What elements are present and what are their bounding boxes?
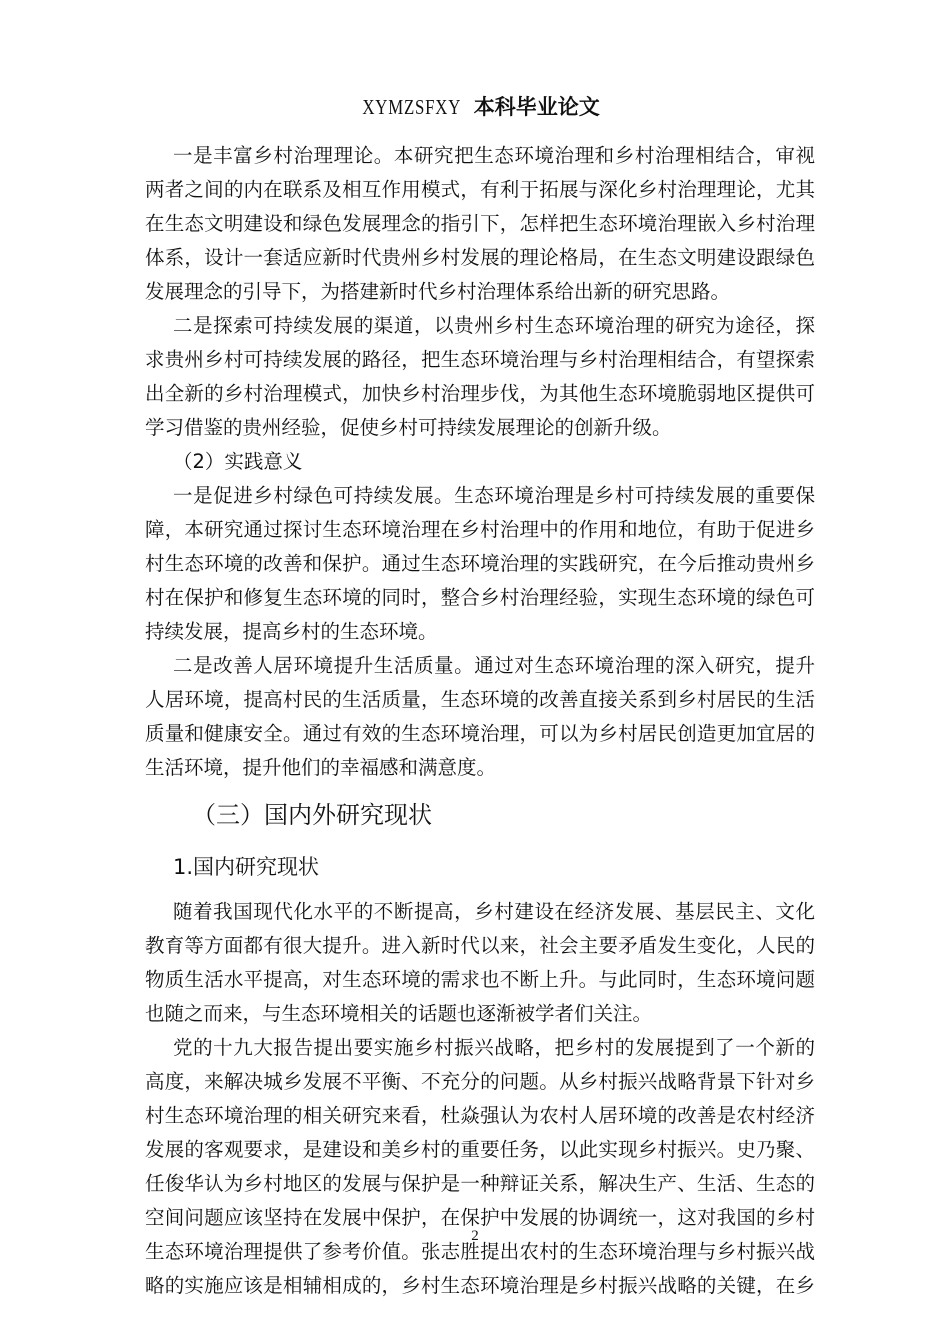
page-header <box>0 92 950 122</box>
text-line: 二是探索可持续发展的渠道，以贵州乡村生态环境治理的研究为途径，探 <box>173 314 815 337</box>
text-line: 发展理念的引导下，为搭建新时代乡村治理体系给出新的研究思路。 <box>145 280 731 303</box>
paragraph <box>145 895 815 1031</box>
text-line: 出全新的乡村治理模式，加快乡村治理步伐，为其他生态环境脆弱地区提供可 <box>145 382 815 405</box>
paragraph <box>145 309 815 445</box>
text-line: 二是改善人居环境提升生活质量。通过对生态环境治理的深入研究，提升 <box>173 654 815 677</box>
section-heading: （三）国内外研究现状 <box>192 801 432 829</box>
text-line: 学习借鉴的贵州经验，促使乡村可持续发展理论的创新升级。 <box>145 416 672 439</box>
text-line: 任俊华认为乡村地区的发展与保护是一种辩证关系，解决生产、生活、生态的 <box>145 1172 815 1195</box>
paragraph <box>145 649 815 785</box>
text-line: 求贵州乡村可持续发展的路径，把生态环境治理与乡村治理相结合，有望探索 <box>145 348 815 371</box>
text-line: 在生态文明建设和绿色发展理念的指引下，怎样把生态环境治理嵌入乡村治理 <box>145 212 815 235</box>
paragraph <box>145 479 815 649</box>
text-line: 村生态环境的改善和保护。通过生态环境治理的实践研究，在今后推动贵州乡 <box>145 552 815 575</box>
header-title: 本科毕业论文 <box>473 95 600 119</box>
text-line: 人居环境，提高村民的生活质量，生态环境的改善直接关系到乡村居民的生活 <box>145 688 815 711</box>
text-line: 空间问题应该坚持在发展中保护，在保护中发展的协调统一，这对我国的乡村 <box>145 1206 815 1229</box>
paragraph <box>145 139 815 309</box>
text-line: 体系，设计一套适应新时代贵州乡村发展的理论格局，在生态文明建设跟绿色 <box>145 246 815 269</box>
text-line: 略的实施应该是相辅相成的，乡村生态环境治理是乡村振兴战略的关键，在乡 <box>145 1274 815 1297</box>
text-line: 一是促进乡村绿色可持续发展。生态环境治理是乡村可持续发展的重要保 <box>173 484 815 507</box>
text-line: 一是丰富乡村治理理论。本研究把生态环境治理和乡村治理相结合，审视 <box>173 144 815 167</box>
text-line: 障，本研究通过探讨生态环境治理在乡村治理中的作用和地位，有助于促进乡 <box>145 518 815 541</box>
text-line: 持续发展，提高乡村的生态环境。 <box>145 620 438 643</box>
text-line: 质量和健康安全。通过有效的生态环境治理，可以为乡村居民创造更加宜居的 <box>145 722 815 745</box>
text-line: 两者之间的内在联系及相互作用模式，有利于拓展与深化乡村治理理论，尤其 <box>145 178 815 201</box>
text-line: 物质生活水平提高，对生态环境的需求也不断上升。与此同时，生态环境问题 <box>145 968 815 991</box>
subsection-heading: 1.国内研究现状 <box>173 855 320 879</box>
text-line: 党的十九大报告提出要实施乡村振兴战略，把乡村的发展提到了一个新的 <box>173 1036 815 1059</box>
text-line: 生态环境治理提供了参考价值。张志胜提出农村的生态环境治理与乡村振兴战 <box>145 1240 815 1263</box>
paragraph <box>145 1031 815 1303</box>
text-line: 随着我国现代化水平的不断提高，乡村建设在经济发展、基层民主、文化 <box>173 900 815 923</box>
text-line: 高度，来解决城乡发展不平衡、不充分的问题。从乡村振兴战略背景下针对乡 <box>145 1070 815 1093</box>
text-line: 村在保护和修复生态环境的同时，整合乡村治理经验，实现生态环境的绿色可 <box>145 586 815 609</box>
header-school-code: XYMZSFXY <box>362 95 462 119</box>
text-line: 生活环境，提升他们的幸福感和满意度。 <box>145 756 497 779</box>
text-line: 教育等方面都有很大提升。进入新时代以来，社会主要矛盾发生变化，人民的 <box>145 934 815 957</box>
sub-heading: （2）实践意义 <box>173 450 303 473</box>
text-line: 村生态环境治理的相关研究来看，杜焱强认为农村人居环境的改善是农村经济 <box>145 1104 815 1127</box>
page-number: 2 <box>471 1228 479 1244</box>
text-line: 也随之而来，与生态环境相关的话题也逐渐被学者们关注。 <box>145 1002 653 1025</box>
text-line: 发展的客观要求，是建设和美乡村的重要任务，以此实现乡村振兴。史乃聚、 <box>145 1138 815 1161</box>
document-body <box>145 139 815 1303</box>
